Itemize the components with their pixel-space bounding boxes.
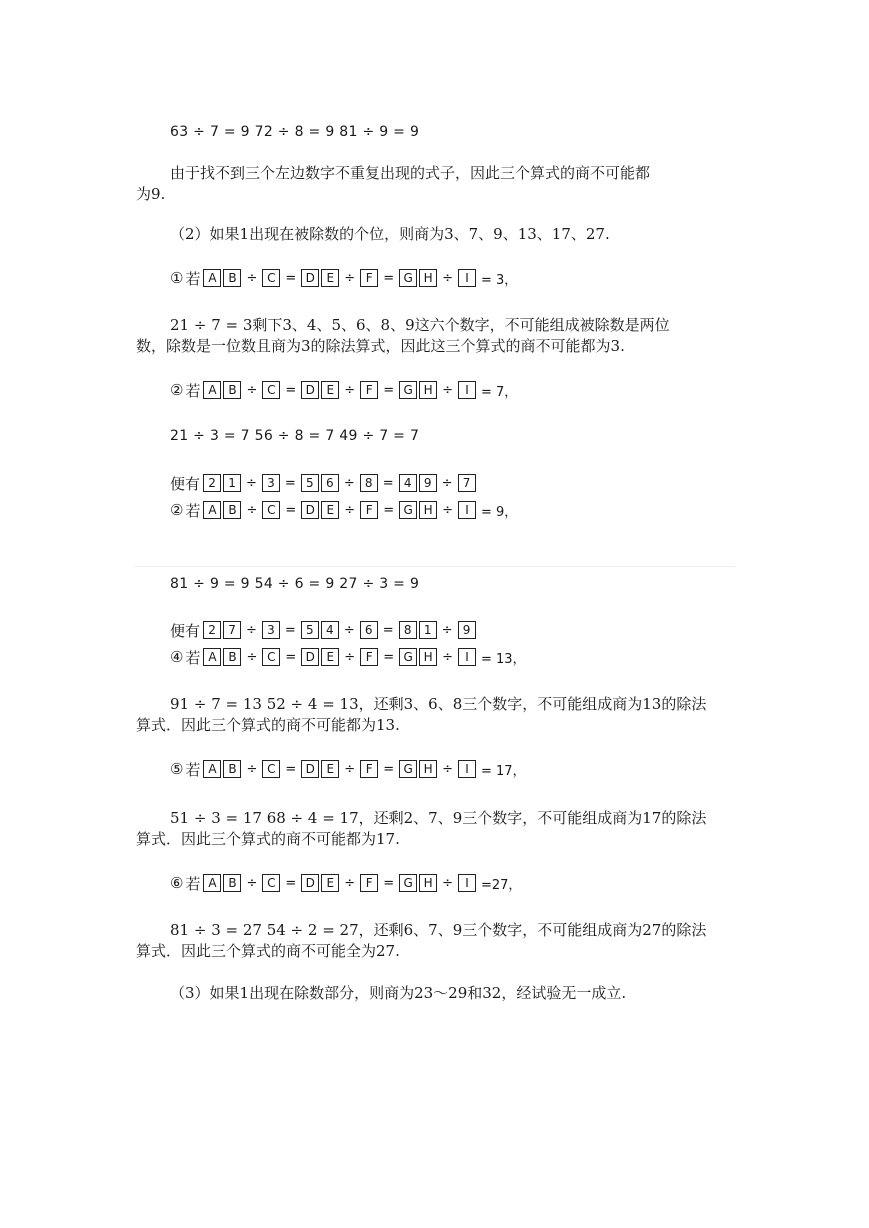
equals-sign: = [383,502,395,518]
digit-box: 7 [458,474,476,492]
digit-box: 6 [360,621,378,639]
digit-box: C [262,648,280,666]
digit-box: I [458,874,476,892]
result-text: = 7， [481,384,518,400]
paragraph-line: 91 ÷ 7 = 13 52 ÷ 4 = 13，还剩3、6、8三个数字，不可能组成商为13的除法 [170,695,707,713]
circled-number: ⑥ [170,874,184,892]
divide-sign: ÷ [246,270,258,286]
digit-box: I [458,648,476,666]
digit-box: C [262,269,280,287]
equation-template-2 [170,379,521,401]
divide-sign: ÷ [344,649,356,665]
digit-box: H [419,501,437,519]
digit-box: F [360,269,378,287]
digit-box: A [203,269,221,287]
divide-sign: ÷ [442,270,453,286]
digit-box: 9 [419,474,437,492]
equals-sign: = [285,502,297,518]
divide-sign: ÷ [246,875,258,891]
digit-box: 4 [321,621,339,639]
divide-sign: ÷ [246,622,257,638]
digit-box: H [419,648,437,666]
digit-box: G [399,760,417,778]
paragraph-line: 算式．因此三个算式的商不可能全为27. [136,942,400,960]
digit-box: F [360,501,378,519]
divide-sign: ÷ [442,875,453,891]
digit-box: D [301,501,319,519]
ruo-label: 若 [185,760,201,779]
equation-line-1: 63 ÷ 7 = 9 72 ÷ 8 = 9 81 ÷ 9 = 9 [170,124,420,140]
digit-box: B [223,381,241,399]
digit-box: D [301,874,319,892]
equals-sign: = [285,382,297,398]
ruo-label: 若 [185,269,201,288]
paragraph-line: 为9. [136,185,166,203]
circled-number: ② [170,381,184,399]
divide-sign: ÷ [344,502,356,518]
digit-box: 2 [203,621,221,639]
digit-box: H [419,874,437,892]
divide-sign: ÷ [246,475,257,491]
case-heading: （2）如果1出现在被除数的个位，则商为3、7、9、13、17、27. [170,225,610,243]
digit-box: C [262,760,280,778]
divide-sign: ÷ [442,382,453,398]
digit-box: I [458,269,476,287]
digit-box: I [458,501,476,519]
digit-box: 1 [419,621,437,639]
equation-template-4 [170,646,530,668]
equals-sign: = [284,622,296,638]
digit-box: F [360,760,378,778]
ruo-label: 若 [185,648,201,667]
digit-box: B [223,874,241,892]
paragraph-line: 51 ÷ 3 = 17 68 ÷ 4 = 17，还剩2、7、9三个数字，不可能组成商为17的除法 [170,809,707,827]
digit-box: E [321,648,339,666]
result-text: =27， [481,877,522,893]
digit-box: C [262,501,280,519]
digit-box: D [301,381,319,399]
circled-number: ⑤ [170,760,184,778]
divide-sign: ÷ [441,622,453,638]
digit-box: 4 [399,474,417,492]
digit-box: E [321,269,339,287]
digit-box: 7 [223,621,241,639]
digit-box: C [262,874,280,892]
digit-box: E [321,874,339,892]
digit-box: 1 [223,474,241,492]
digit-box: H [419,269,437,287]
digit-box: D [301,760,319,778]
divide-sign: ÷ [343,622,355,638]
divide-sign: ÷ [442,649,453,665]
solution-equation-2 [170,619,477,641]
digit-box: G [399,381,417,399]
equals-sign: = [285,875,297,891]
digit-box: G [399,648,417,666]
divide-sign: ÷ [246,502,258,518]
digit-box: 3 [262,621,280,639]
digit-box: 8 [399,621,417,639]
digit-box: 5 [301,621,319,639]
result-text: = 17， [481,763,526,779]
digit-box: D [301,648,319,666]
digit-box: F [360,874,378,892]
digit-box: A [203,648,221,666]
circled-number: ② [170,501,184,519]
digit-box: D [301,269,319,287]
digit-box: E [321,501,339,519]
equals-sign: = [285,649,297,665]
result-text: = 13， [481,651,526,667]
digit-box: 9 [458,621,476,639]
equals-sign: = [382,475,394,491]
digit-box: E [321,381,339,399]
digit-box: A [203,760,221,778]
equals-sign: = [383,270,395,286]
equals-sign: = [285,761,297,777]
divide-sign: ÷ [344,875,356,891]
digit-box: A [203,874,221,892]
paragraph-line: 21 ÷ 7 = 3剩下3、4、5、6、8、9这六个数字，不可能组成被除数是两位 [170,316,670,334]
digit-box: E [321,760,339,778]
digit-box: F [360,381,378,399]
case-heading: （3）如果1出现在除数部分，则商为23～29和32，经试验无一成立. [170,984,627,1002]
digit-box: A [203,501,221,519]
digit-box: I [458,760,476,778]
equation-template-5 [170,758,530,780]
digit-box: G [399,501,417,519]
ruo-label: 若 [185,874,201,893]
digit-box: A [203,381,221,399]
digit-box: H [419,381,437,399]
result-text: = 9， [481,504,518,520]
equals-sign: = [284,475,296,491]
equals-sign: = [382,622,394,638]
digit-box: 2 [203,474,221,492]
divide-sign: ÷ [344,382,356,398]
ruo-label: 若 [185,501,201,520]
digit-box: G [399,269,417,287]
digit-box: H [419,760,437,778]
divide-sign: ÷ [343,475,355,491]
equation-line-3: 81 ÷ 9 = 9 54 ÷ 6 = 9 27 ÷ 3 = 9 [170,576,420,592]
bian-label: 便有 [170,474,201,493]
digit-box: 5 [301,474,319,492]
solution-equation-1 [170,472,477,494]
digit-box: B [223,760,241,778]
digit-box: G [399,874,417,892]
divide-sign: ÷ [442,502,453,518]
digit-box: B [223,269,241,287]
result-text: = 3， [481,272,518,288]
divide-sign: ÷ [246,382,258,398]
divide-sign: ÷ [246,649,258,665]
equation-template-3 [170,499,521,521]
paragraph-line: 81 ÷ 3 = 27 54 ÷ 2 = 27，还剩6、7、9三个数字，不可能组成商为27的除法 [170,921,707,939]
equals-sign: = [383,649,395,665]
digit-box: I [458,381,476,399]
paragraph-line: 算式．因此三个算式的商不可能都为17. [136,830,400,848]
equals-sign: = [383,875,395,891]
paragraph-line: 数，除数是一位数且商为3的除法算式，因此这三个算式的商不可能都为3. [136,337,625,355]
divide-sign: ÷ [441,475,453,491]
equation-template-6 [170,872,525,894]
circled-number: ① [170,269,184,287]
digit-box: C [262,381,280,399]
divide-sign: ÷ [344,761,356,777]
equals-sign: = [383,382,395,398]
bian-label: 便有 [170,621,201,640]
page-divider [135,566,735,567]
equals-sign: = [383,761,395,777]
ruo-label: 若 [185,381,201,400]
digit-box: B [223,501,241,519]
divide-sign: ÷ [246,761,258,777]
divide-sign: ÷ [344,270,356,286]
equals-sign: = [285,270,297,286]
digit-box: B [223,648,241,666]
digit-box: 8 [360,474,378,492]
paragraph-line: 算式．因此三个算式的商不可能都为13. [136,716,400,734]
equation-template-1 [170,267,521,289]
digit-box: 6 [321,474,339,492]
circled-number: ④ [170,648,184,666]
digit-box: 3 [262,474,280,492]
paragraph-line: 由于找不到三个左边数字不重复出现的式子，因此三个算式的商不可能都 [170,164,651,182]
equation-line-2: 21 ÷ 3 = 7 56 ÷ 8 = 7 49 ÷ 7 = 7 [170,428,420,444]
digit-box: F [360,648,378,666]
divide-sign: ÷ [442,761,453,777]
